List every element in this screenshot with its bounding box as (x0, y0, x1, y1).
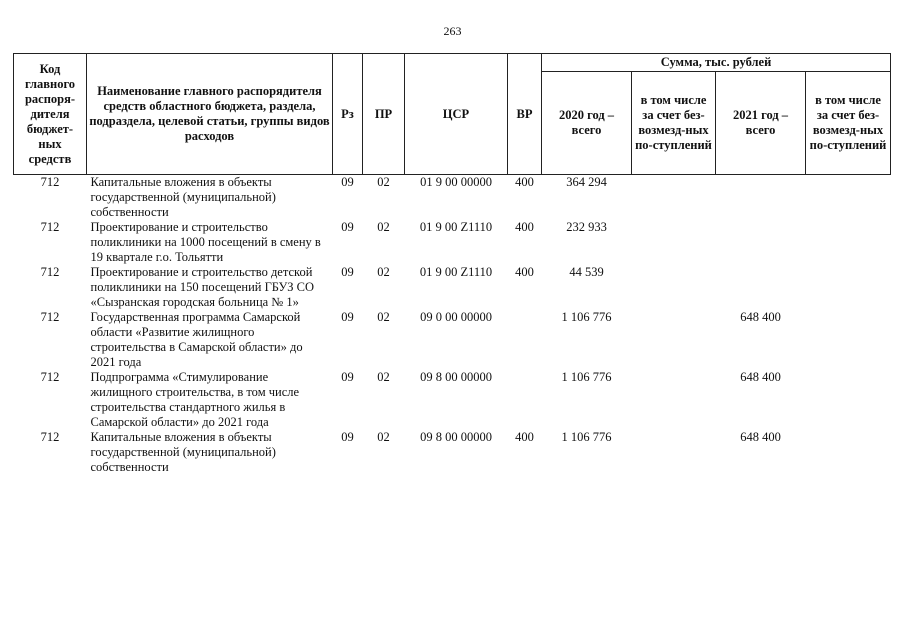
budget-table (13, 53, 891, 475)
header-rz: Рз (333, 54, 363, 175)
cell-name: Проектирование и строительство поликлиники на 1000 посещений в смену в 19 квартале г.о. Тольятти (90, 220, 321, 264)
page-number: 263 (443, 24, 462, 38)
cell-pr: 02 (377, 370, 390, 384)
cell-code: 712 (40, 220, 60, 234)
header-2020-total: 2020 год – всего (542, 72, 632, 175)
cell-vr: 400 (515, 175, 534, 189)
table-row (14, 430, 891, 475)
table-row (14, 175, 891, 221)
cell-pr: 02 (377, 265, 390, 279)
cell-rz: 09 (341, 430, 354, 444)
cell-2021-total: 648 400 (740, 310, 781, 324)
cell-2021-total (716, 220, 806, 265)
cell-name: Капитальные вложения в объекты государственной (муниципальной) собственности (90, 175, 276, 219)
header-sum: Сумма, тыс. рублей (542, 54, 891, 72)
cell-2021-free (806, 265, 891, 310)
header-name: Наименование главного распорядителя средств областного бюджета, раздела, подраздела, целевой статьи, группы видов расходов (87, 54, 333, 175)
header-code: Код главного распоря-дителя бюджет-ных средств (14, 54, 87, 175)
cell-csr: 01 9 00 00000 (420, 175, 492, 189)
cell-csr: 09 0 00 00000 (420, 310, 492, 324)
cell-2021-free (806, 430, 891, 475)
cell-2020-total: 364 294 (566, 175, 607, 189)
header-2021-free: в том числе за счет без-возмезд-ных по-ступлений (806, 72, 891, 175)
cell-rz: 09 (341, 370, 354, 384)
cell-2020-total: 1 106 776 (561, 370, 612, 384)
cell-vr: 400 (515, 220, 534, 234)
cell-2021-free (806, 370, 891, 430)
header-2020-free: в том числе за счет без-возмезд-ных по-ступлений (632, 72, 716, 175)
cell-2020-free (632, 430, 716, 475)
cell-csr: 01 9 00 Z1110 (419, 220, 493, 234)
cell-2020-free (632, 370, 716, 430)
cell-csr: 09 8 00 00000 (420, 370, 492, 384)
cell-csr: 09 8 00 00000 (420, 430, 492, 444)
table-row (14, 220, 891, 265)
cell-name: Капитальные вложения в объекты государственной (муниципальной) собственности (90, 430, 276, 474)
cell-name: Подпрограмма «Стимулирование жилищного строительства, в том числе строительства стандартного жилья в Самарской области» до 2021 года (90, 370, 300, 429)
cell-csr: 01 9 00 Z1110 (419, 265, 493, 279)
header-2021-total: 2021 год – всего (716, 72, 806, 175)
cell-pr: 02 (377, 175, 390, 189)
cell-code: 712 (40, 175, 60, 189)
cell-2021-free (806, 310, 891, 370)
cell-pr: 02 (377, 310, 390, 324)
cell-vr: 400 (515, 265, 534, 279)
header-pr: ПР (363, 54, 405, 175)
header-csr: ЦСР (405, 54, 508, 175)
cell-vr: 400 (515, 430, 534, 444)
cell-2020-free (632, 175, 716, 221)
cell-2020-total: 1 106 776 (561, 430, 612, 444)
cell-code: 712 (40, 370, 60, 384)
cell-2021-free (806, 175, 891, 221)
table-row (14, 370, 891, 430)
table-header (14, 54, 891, 175)
cell-vr (508, 310, 542, 370)
table-row (14, 265, 891, 310)
cell-name: Проектирование и строительство детской поликлиники на 150 посещений ГБУЗ СО «Сызранская городская больница № 1» (90, 265, 314, 309)
cell-code: 712 (40, 430, 60, 444)
cell-2020-free (632, 310, 716, 370)
cell-rz: 09 (341, 175, 354, 189)
cell-rz: 09 (341, 220, 354, 234)
cell-rz: 09 (341, 265, 354, 279)
cell-2021-free (806, 220, 891, 265)
cell-code: 712 (40, 265, 60, 279)
cell-2020-free (632, 220, 716, 265)
cell-pr: 02 (377, 430, 390, 444)
header-vr: ВР (508, 54, 542, 175)
cell-code: 712 (40, 310, 60, 324)
cell-2020-total: 232 933 (566, 220, 607, 234)
cell-2021-total: 648 400 (740, 370, 781, 384)
table-body (14, 175, 891, 476)
cell-rz: 09 (341, 310, 354, 324)
cell-name: Государственная программа Самарской области «Развитие жилищного строительства в Самарской области» до 2021 года (90, 310, 303, 369)
cell-2020-total: 1 106 776 (561, 310, 612, 324)
cell-2021-total (716, 265, 806, 310)
cell-2020-total: 44 539 (569, 265, 604, 279)
cell-pr: 02 (377, 220, 390, 234)
cell-2021-total (716, 175, 806, 221)
table-row (14, 310, 891, 370)
cell-vr (508, 370, 542, 430)
cell-2020-free (632, 265, 716, 310)
cell-2021-total: 648 400 (740, 430, 781, 444)
